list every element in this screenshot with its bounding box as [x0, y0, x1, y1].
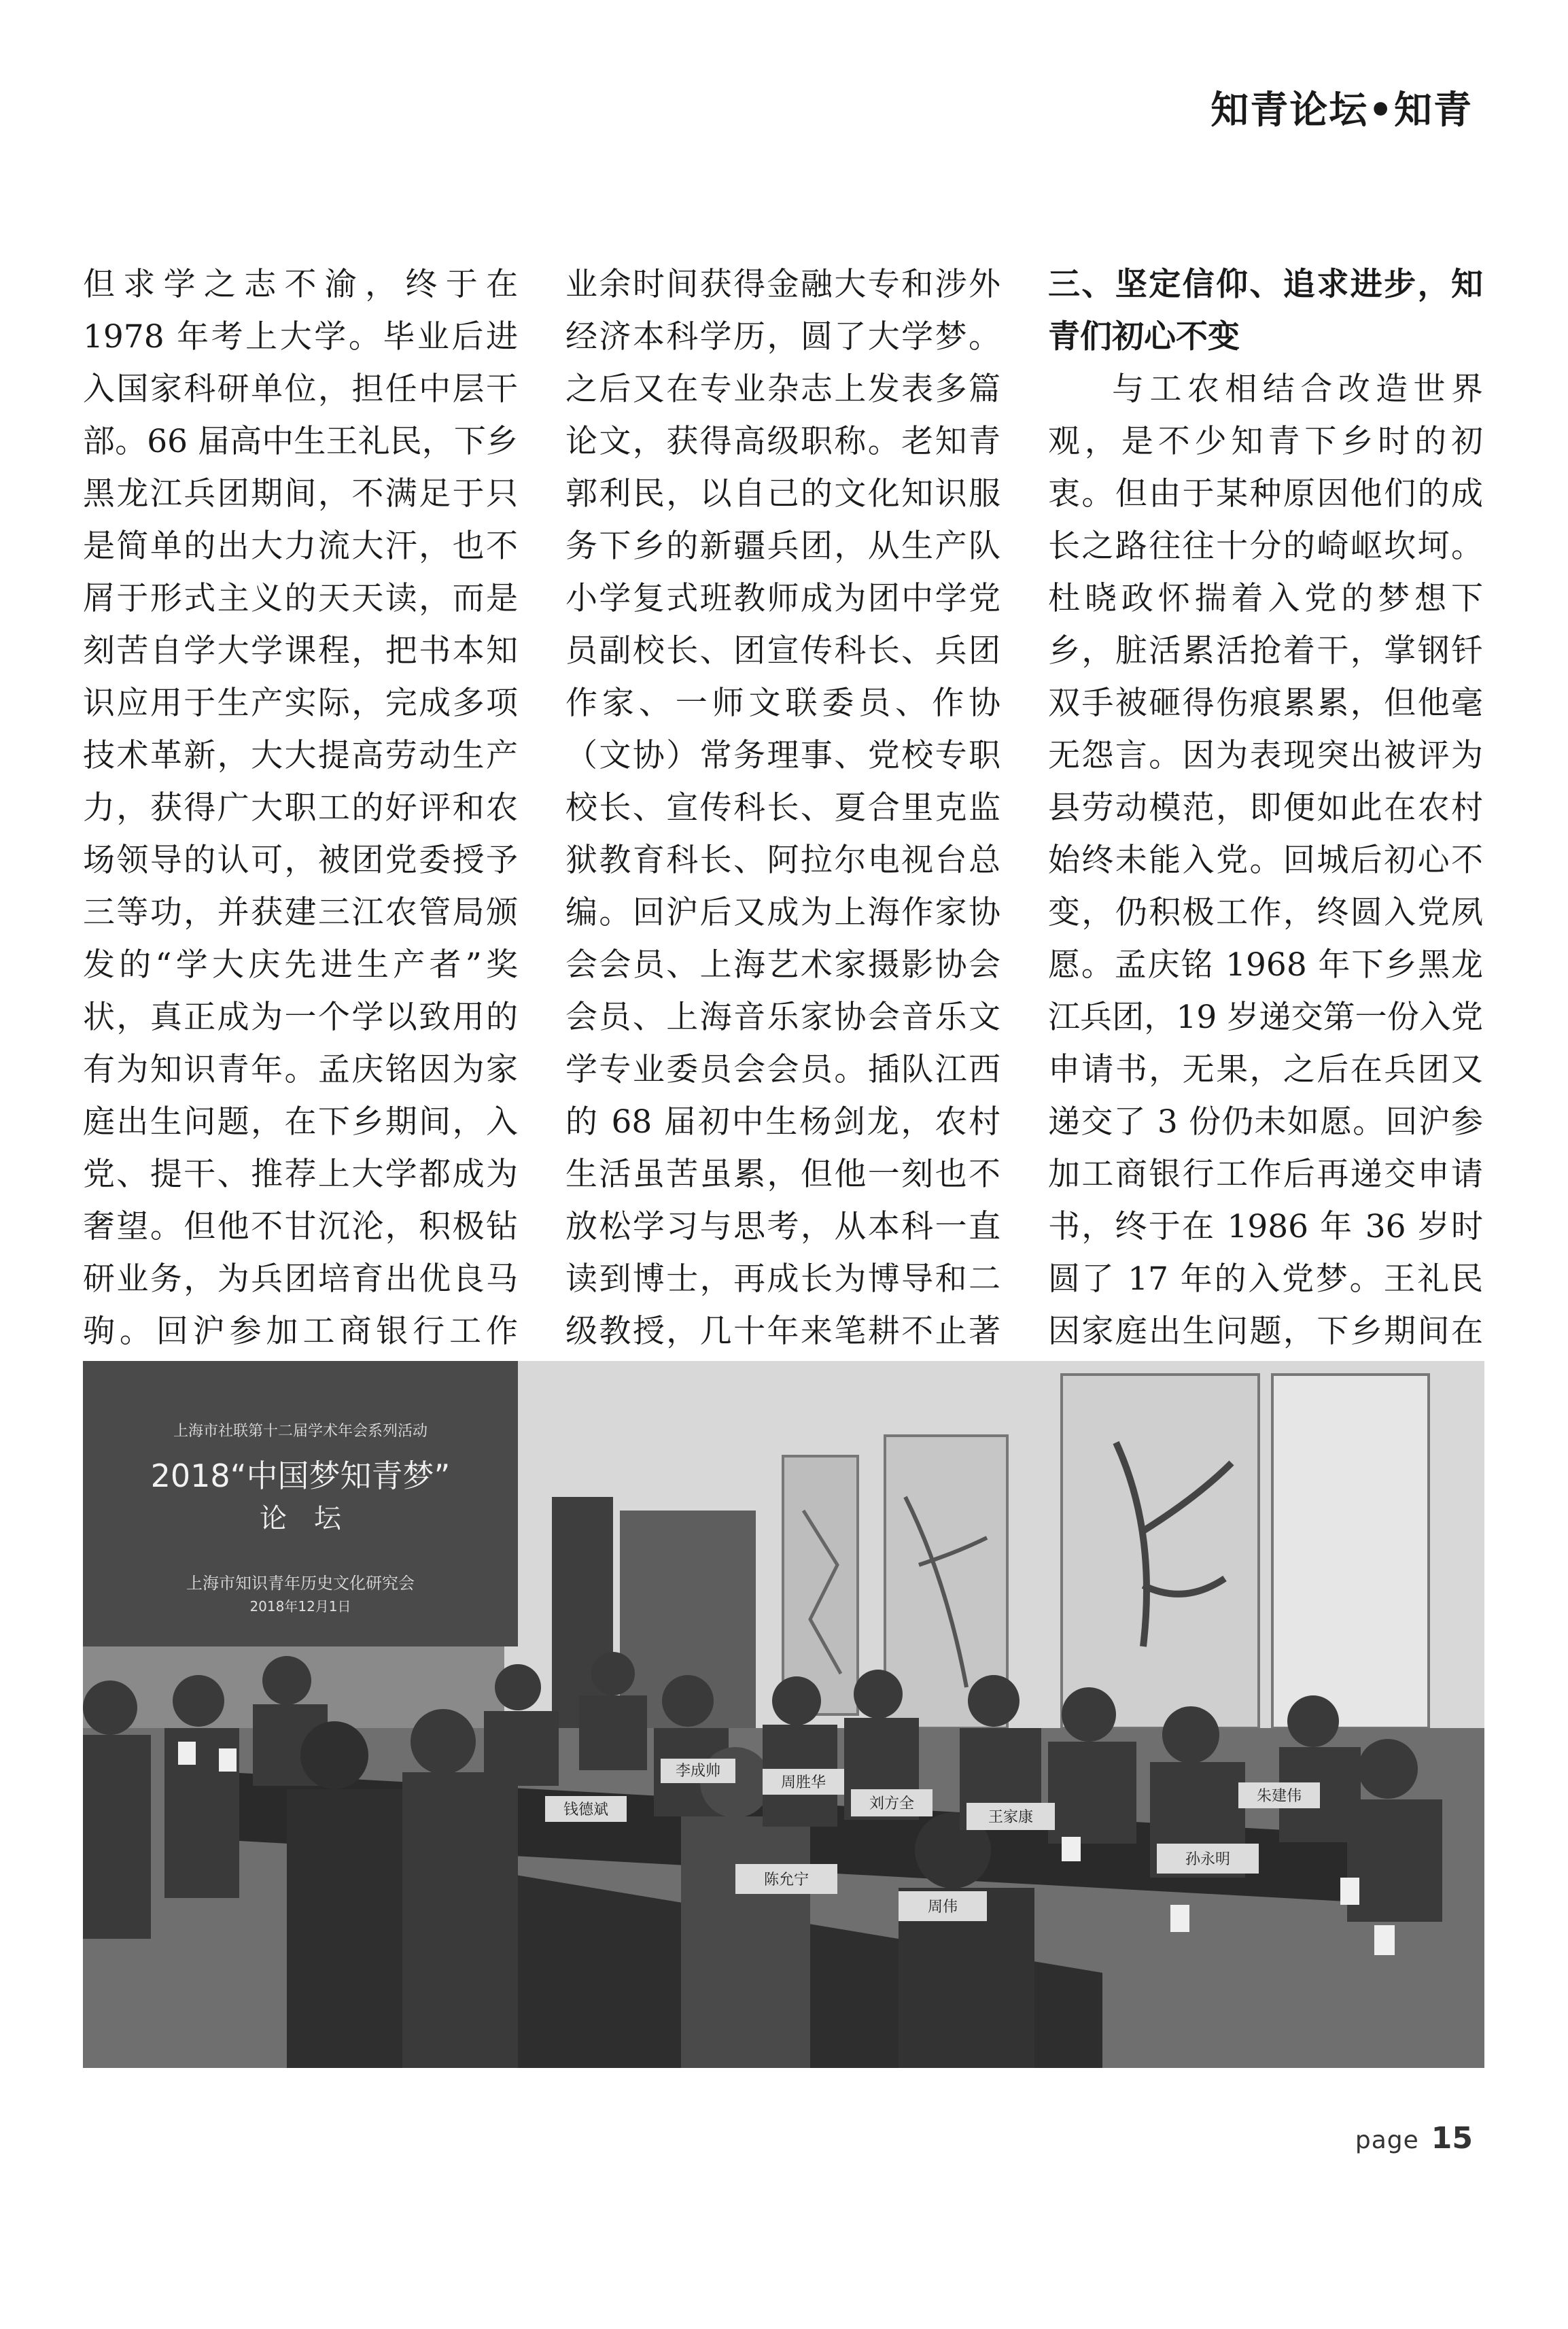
forum-photo	[83, 1361, 1484, 2068]
nameplate-6: 周胜华	[780, 1774, 826, 1791]
nameplate-8: 朱建伟	[1256, 1788, 1302, 1805]
nameplate-7: 李成帅	[675, 1763, 721, 1780]
article-body	[83, 258, 1484, 1350]
column-3	[1048, 258, 1483, 1410]
page-footer	[1355, 2121, 1473, 2156]
page-number: 15	[1431, 2121, 1473, 2156]
nameplate-1: 陈允宁	[763, 1871, 809, 1888]
page-label: page	[1355, 2126, 1419, 2154]
screen-title: 2018“中国梦知青梦”	[150, 1457, 451, 1494]
section-heading: 三、坚定信仰、追求进步，知青们初心不变	[1048, 266, 1483, 356]
screen-org: 上海市知识青年历史文化研究会	[186, 1574, 415, 1593]
nameplate-2: 周伟	[927, 1899, 958, 1916]
nameplate-9: 钱德斌	[563, 1801, 609, 1818]
nameplate-4: 王家康	[988, 1809, 1034, 1826]
column-1	[83, 258, 518, 1410]
nameplate-5: 刘方全	[869, 1795, 915, 1812]
column-1-text: 但求学之志不渝，终于在 1978 年考上大学。毕业后进入国家科研单位，担任中层干部。66 届高中生王礼民，下乡黑龙江兵团期间，不满足于只是简单的出大力流大汗，也不屑于形式主义的天天读，而是刻苦自学大学课程，把书本知识应用于生产实际，完成多项技术革新，大大提高劳动生产力，获得广大职工的好评和农场领导的认可，被团党委授予三等功，并获建三江农管局颁发的“学大庆先进生产者”奖状，真正成为一个学以致用的有为知识青年。孟庆铭因为家庭出生问题，在下乡期间，入党、提干、推荐上大学都成为奢望。但他不甘沉沦，积极钻研业务，为兵团培育出优良马驹。回沪参加工商银行工作	[83, 266, 518, 1350]
column-2-text: 业余时间获得金融大专和涉外经济本科学历，圆了大学梦。之后又在专业杂志上发表多篇论文，获得高级职称。老知青郭利民，以自己的文化知识服务下乡的新疆兵团，从生产队小学复式班教师成为团中学党员副校长、团宣传科长、兵团作家、一师文联委员、作协（文协）常务理事、党校专职校长、宣传科长、夏合里克监狱教育科长、阿拉尔电视台总编。回沪后又成为上海作家协会会员、上海艺术家摄影协会会员、上海音乐家协会音乐文学专业委员会会员。插队江西的 68 届初中生杨剑龙，农村生活虽苦虽累，但他一刻也不放松学习与思考，从本科一直读到博士，再成长为博导和二级教授，几十年来笔耕不止著	[565, 266, 1000, 1350]
column-2	[565, 258, 1000, 1410]
screen-date: 2018年12月1日	[249, 1598, 351, 1615]
projection-screen	[83, 1361, 518, 1646]
column-3-text: 与工农相结合改造世界观，是不少知青下乡时的初衷。但由于某种原因他们的成长之路往往十分的崎岖坎坷。杜晓政怀揣着入党的梦想下乡，脏活累活抢着干，掌钢钎双手被砸得伤痕累累，但他毫无怨言。因为表现突出被评为县劳动模范，即便如此在农村始终未能入党。回城后初心不变，仍积极工作，终圆入党夙愿。孟庆铭 1968 年下乡黑龙江兵团，19 岁递交第一份入党申请书，无果，之后在兵团又递交了 3 份仍未如愿。回沪参加工商银行工作后再递交申请书，终于在 1986 年 36 岁时圆了 17 年的入党梦。王礼民因家庭出生问题，下乡期间在	[1048, 370, 1483, 1350]
screen-line-1: 上海市社联第十二届学术年会系列活动	[173, 1423, 428, 1440]
screen-subtitle: 论 坛	[260, 1503, 341, 1534]
section-header: 知青论坛•知青	[1210, 88, 1473, 133]
nameplate-3: 孙永明	[1185, 1851, 1231, 1868]
